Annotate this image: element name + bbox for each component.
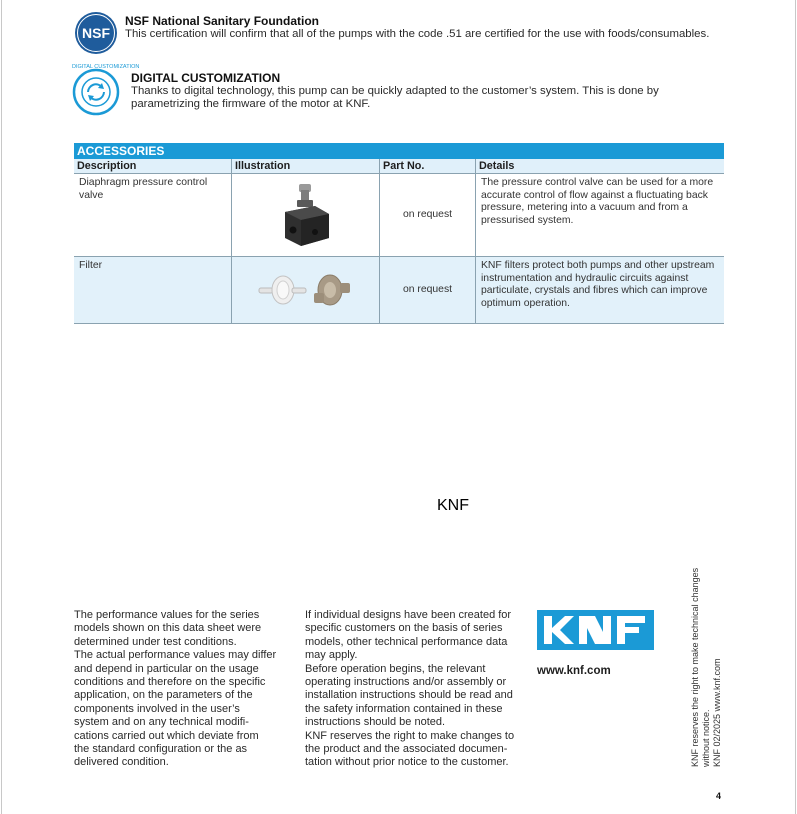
disclaimer-line: models shown on this data sheet were bbox=[74, 622, 262, 635]
row-valve-description: Diaphragm pressure control valve bbox=[74, 174, 231, 257]
disclaimer-line: cations carried out which deviate from bbox=[74, 729, 259, 742]
knf-logo-icon bbox=[437, 497, 654, 650]
knf-logo-text: KNF bbox=[437, 497, 469, 514]
website-link[interactable]: www.knf.com bbox=[537, 665, 611, 677]
row-filter-details: KNF filters protect both pumps and other upstream instrumentation and hydraulic circuits against particulate, crystals and fibres which can improve optimum operation. bbox=[475, 257, 724, 324]
digital-description-line-1: Thanks to digital technology, this pump can be quickly adapted to the customer’s system. This is done by bbox=[131, 85, 659, 97]
digital-description-line-2: parametrizing the firmware of the motor at KNF. bbox=[131, 98, 371, 110]
page-number: 4 bbox=[716, 791, 722, 801]
nsf-title: NSF National Sanitary Foundation bbox=[125, 14, 320, 28]
disclaimer-line: the product and the associated documen- bbox=[305, 743, 508, 756]
disclaimer-line: the standard configuration or the as bbox=[74, 743, 248, 756]
disclaimer-line: components involved in the user’s bbox=[74, 702, 240, 715]
disclaimer-line: instructions should be noted. bbox=[305, 716, 446, 729]
accessories-heading: ACCESSORIES bbox=[74, 143, 724, 159]
knf-logo bbox=[437, 497, 654, 650]
vertical-note-technical-changes bbox=[690, 568, 723, 767]
disclaimer-line: KNF reserves the right to make changes to bbox=[305, 729, 515, 742]
nsf-logo-text: NSF bbox=[82, 25, 110, 41]
disclaimer-line: and depend in particular on the usage bbox=[74, 662, 259, 675]
column-header-illustration: Illustration bbox=[231, 159, 379, 174]
row-valve-illustration bbox=[231, 174, 379, 257]
vertical-note-line: KNF 02/2025 www.knf.com bbox=[712, 658, 722, 767]
row-filter-part-no: on request bbox=[379, 257, 475, 324]
disclaimer-line: tation without prior notice to the customer. bbox=[305, 756, 509, 769]
row-valve-part-no: on request bbox=[379, 174, 475, 257]
disclaimer-line: determined under test conditions. bbox=[74, 635, 237, 648]
disclaimer-line: The performance values for the series bbox=[74, 609, 260, 621]
disclaimer-line: operating instructions and/or assembly or bbox=[305, 676, 507, 689]
disclaimer-line: specific customers on the basis of series bbox=[305, 622, 503, 635]
digital-logo-text: DIGITAL CUSTOMIZATION bbox=[72, 64, 140, 70]
nsf-logo-icon bbox=[74, 11, 118, 55]
pressure-control-valve-image bbox=[271, 180, 341, 250]
disclaimer-line: installation instructions should be read and bbox=[305, 689, 513, 702]
disclaimer-line: system and on any technical modifi- bbox=[74, 716, 249, 729]
page-border-left bbox=[1, 0, 2, 814]
disclaimer-line: may apply. bbox=[305, 649, 358, 662]
disclaimer-line: delivered condition. bbox=[74, 756, 169, 769]
disclaimer-line: the safety information contained in these bbox=[305, 702, 503, 715]
column-header-details: Details bbox=[475, 159, 724, 174]
digital-title: DIGITAL CUSTOMIZATION bbox=[131, 71, 281, 85]
accessories-table bbox=[74, 159, 724, 324]
row-filter-description: Filter bbox=[74, 257, 231, 324]
row-valve-details: The pressure control valve can be used for a more accurate control of flow against a fluctuating back pressure, metering into a vacuum and from a pressurised system. bbox=[475, 174, 724, 257]
disclaimer-line: models, other technical performance data bbox=[305, 635, 508, 648]
accessories-section bbox=[74, 143, 724, 324]
custom-design-disclaimer bbox=[305, 609, 530, 770]
disclaimer-line: conditions and therefore on the specific bbox=[74, 676, 266, 689]
disclaimer-line: The actual performance values may differ bbox=[74, 649, 277, 662]
page-border-right bbox=[795, 0, 796, 814]
row-filter-illustration bbox=[231, 257, 379, 324]
column-header-description: Description bbox=[74, 159, 231, 174]
vertical-note-line: without notice. bbox=[701, 709, 711, 767]
disclaimer-line: application, on the parameters of the bbox=[74, 689, 253, 702]
performance-disclaimer bbox=[74, 609, 294, 770]
column-header-part-no: Part No. bbox=[379, 159, 475, 174]
filter-image bbox=[256, 270, 356, 310]
disclaimer-line: Before operation begins, the relevant bbox=[305, 662, 486, 675]
digital-customization-icon bbox=[72, 64, 140, 116]
vertical-note-line: KNF reserves the right to make technical changes bbox=[690, 567, 700, 767]
nsf-description: This certification will confirm that all of the pumps with the code .51 are certified for the use with foods/consumables. bbox=[125, 28, 710, 40]
disclaimer-line: If individual designs have been created for bbox=[305, 609, 512, 621]
